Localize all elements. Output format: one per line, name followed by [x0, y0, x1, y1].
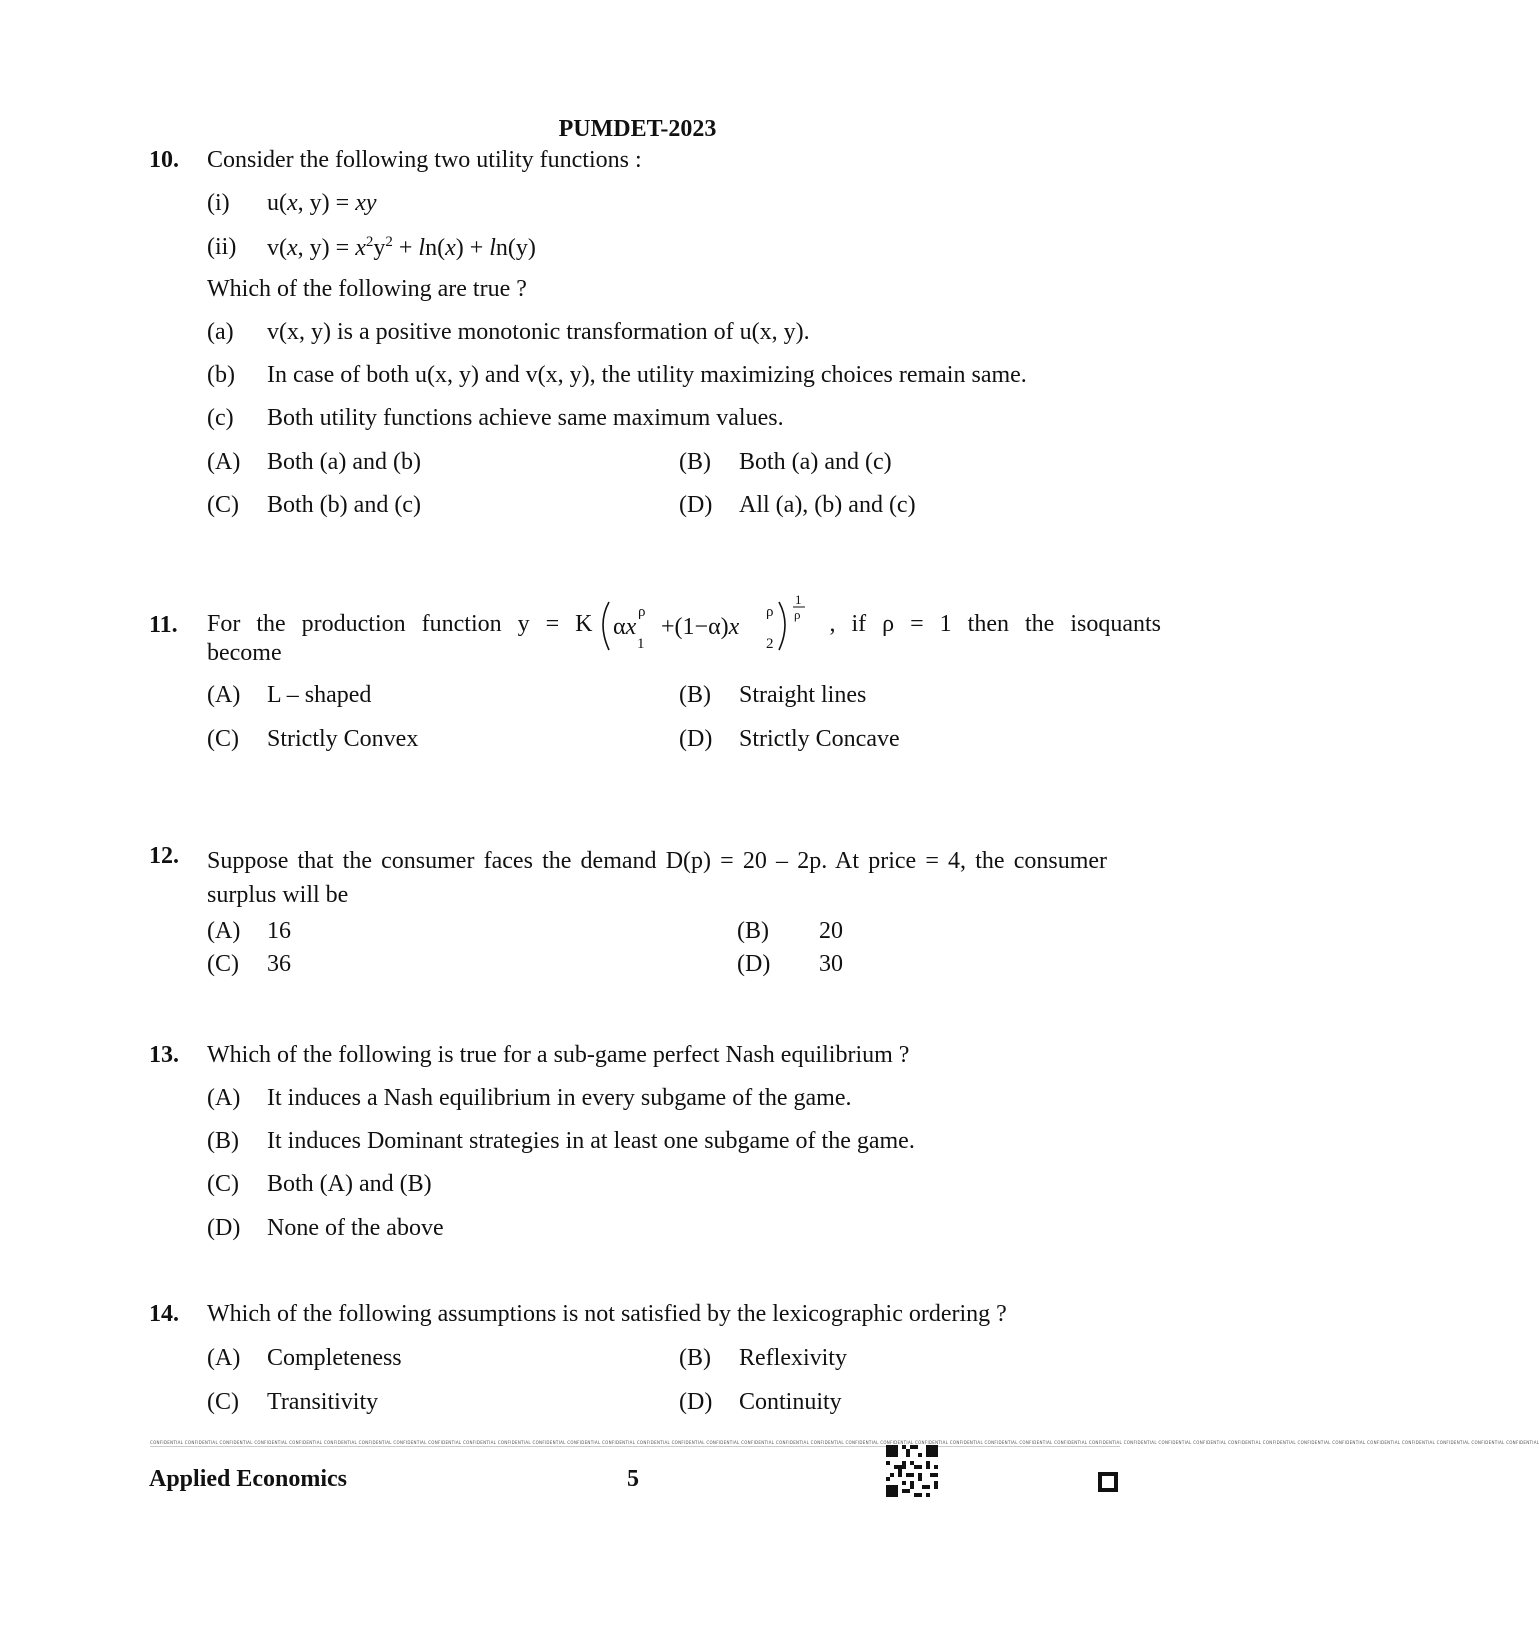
- option-label[interactable]: (D): [207, 1215, 241, 1241]
- option-text[interactable]: Continuity: [739, 1389, 842, 1415]
- option-text[interactable]: Strictly Convex: [267, 726, 419, 752]
- option-label[interactable]: (A): [207, 1085, 241, 1111]
- option-text[interactable]: Reflexivity: [739, 1345, 847, 1371]
- option-text[interactable]: Completeness: [267, 1345, 402, 1371]
- option-text[interactable]: It induces a Nash equilibrium in every subgame of the game.: [267, 1085, 852, 1111]
- svg-text:ρ: ρ: [793, 607, 800, 622]
- svg-text:+(1−α)x: +(1−α)x: [660, 614, 739, 640]
- option-label[interactable]: (A): [207, 1345, 241, 1371]
- qr-code-icon: [886, 1445, 938, 1497]
- option-label[interactable]: (C): [207, 1389, 239, 1415]
- page-number: 5: [627, 1466, 639, 1492]
- stem-tail: , if ρ = 1 then the isoquants: [829, 610, 1161, 637]
- option-text[interactable]: All (a), (b) and (c): [739, 492, 916, 518]
- question-number: 13.: [149, 1042, 179, 1068]
- option-text[interactable]: None of the above: [267, 1215, 444, 1241]
- option-text[interactable]: 20: [819, 918, 843, 944]
- svg-text:1: 1: [794, 592, 801, 607]
- option-label[interactable]: (A): [207, 918, 241, 944]
- item-label: (i): [207, 190, 230, 216]
- page-title: PUMDET-2023: [558, 116, 717, 142]
- option-text[interactable]: L – shaped: [267, 682, 372, 708]
- confidential-strip: CONFIDENTIAL CONFIDENTIAL CONFIDENTIAL CONFIDENTIAL CONFIDENTIAL CONFIDENTIAL CONFIDENTIAL CONFIDENTIAL CONFIDENTIAL CONFIDENTIAL CONFIDENTIAL CONFIDENTIAL CONFIDENTIAL CONFIDENTIAL CONFIDENTIAL CONFIDENTIAL CONFIDENTIAL CONFIDENTIAL CONFIDENTIAL CONFIDENTIAL CONFIDENTIAL CONFIDENTIAL CONFIDENTIAL CONFIDENTIAL CONFIDENTIAL CONFIDENTIAL CONFIDENTIAL CONFIDENTIAL CONFIDENTIAL CONFIDENTIAL CONFIDENTIAL CONFIDENTIAL CONFIDENTIAL CONFIDENTIAL CONFIDENTIAL CONFIDENTIAL CONFIDENTIAL CONFIDENTIAL CONFIDENTIAL CONFIDENTIAL: [150, 1440, 1539, 1445]
- option-label[interactable]: (B): [679, 449, 711, 475]
- option-label[interactable]: (A): [207, 682, 241, 708]
- statement-text: v(x, y) is a positive monotonic transformation of u(x, y).: [267, 319, 810, 345]
- question-stem: Suppose that the consumer faces the demand D(p) = 20 – 2p. At price = 4, the consumer surplus will be: [207, 848, 1107, 908]
- question-prompt: Which of the following are true ?: [207, 276, 527, 302]
- question-stem: Which of the following assumptions is not satisfied by the lexicographic ordering ?: [207, 1301, 1007, 1327]
- statement-label: (b): [207, 362, 235, 388]
- option-label[interactable]: (D): [737, 951, 771, 977]
- stem-continuation: become: [207, 640, 282, 666]
- option-label[interactable]: (B): [679, 682, 711, 708]
- option-text[interactable]: Both (A) and (B): [267, 1171, 432, 1197]
- ces-formula: [595, 592, 830, 656]
- statement-text: Both utility functions achieve same maximum values.: [267, 405, 784, 431]
- utility-function-v: v(x, $y) = x^2y^2 + \ln(x) + \ln(y)$: [267, 234, 536, 261]
- statement-text: In case of both u(x, y) and v(x, y), the utility maximizing choices remain same.: [267, 362, 1027, 388]
- svg-text:1: 1: [636, 636, 644, 652]
- option-label[interactable]: (D): [679, 726, 713, 752]
- option-label[interactable]: (A): [207, 449, 241, 475]
- option-label[interactable]: (C): [207, 1171, 239, 1197]
- option-label[interactable]: (B): [207, 1128, 239, 1154]
- question-stem: Which of the following is true for a sub-game perfect Nash equilibrium ?: [207, 1042, 910, 1068]
- question-stem: [207, 592, 1161, 656]
- question-number: 10.: [149, 147, 179, 173]
- utility-function-u: u(x, y) = xy: [267, 190, 377, 216]
- option-label[interactable]: (B): [679, 1345, 711, 1371]
- statement-label: (a): [207, 319, 234, 345]
- option-text[interactable]: Straight lines: [739, 682, 867, 708]
- option-text[interactable]: 16: [267, 918, 291, 944]
- option-text[interactable]: 30: [819, 951, 843, 977]
- option-text[interactable]: 36: [267, 951, 291, 977]
- svg-text:2: 2: [765, 636, 773, 652]
- subject-name: Applied Economics: [149, 1466, 348, 1492]
- option-text[interactable]: Both (a) and (b): [267, 449, 421, 475]
- item-label: (ii): [207, 234, 237, 260]
- option-label[interactable]: (C): [207, 726, 239, 752]
- option-text[interactable]: Strictly Concave: [739, 726, 900, 752]
- statement-label: (c): [207, 405, 234, 431]
- option-label[interactable]: (D): [679, 492, 713, 518]
- option-label[interactable]: (B): [737, 918, 769, 944]
- option-text[interactable]: Transitivity: [267, 1389, 379, 1415]
- stem-lead: For the production function y = K: [207, 610, 593, 637]
- option-text[interactable]: It induces Dominant strategies in at least one subgame of the game.: [267, 1128, 915, 1154]
- svg-text:ρ: ρ: [765, 604, 773, 620]
- option-text[interactable]: Both (b) and (c): [267, 492, 421, 518]
- option-label[interactable]: (D): [679, 1389, 713, 1415]
- question-stem: Consider the following two utility functions :: [207, 147, 642, 173]
- svg-text:αx: αx: [612, 614, 636, 640]
- question-number: 11.: [149, 612, 178, 638]
- option-label[interactable]: (C): [207, 492, 239, 518]
- option-text[interactable]: Both (a) and (c): [739, 449, 892, 475]
- question-number: 14.: [149, 1301, 179, 1327]
- svg-text:ρ: ρ: [637, 604, 645, 620]
- square-marker-icon: [1098, 1472, 1118, 1492]
- option-label[interactable]: (C): [207, 951, 239, 977]
- question-number: 12.: [149, 843, 179, 869]
